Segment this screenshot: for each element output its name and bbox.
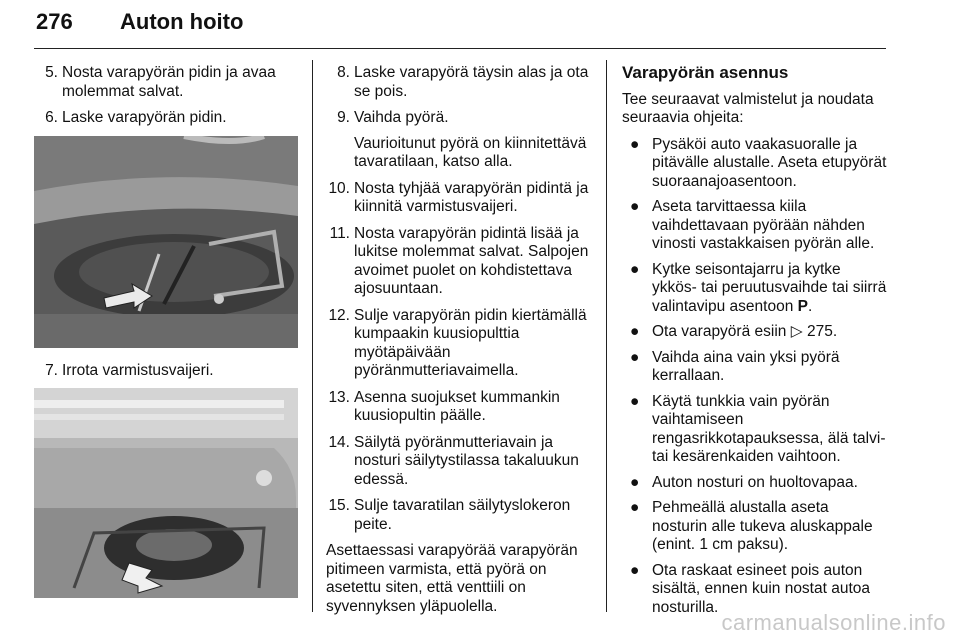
figure-release-cable	[34, 388, 298, 598]
bullet-text: Aseta tarvittaessa kiila vaihdettavaan pyörään nähden vinosti vastakkaisen pyörän alle.	[652, 198, 875, 252]
step-text: Nosta tyhjää varapyörän pidintä ja kiinnitä varmistusvaijeri.	[354, 179, 589, 215]
bullet-item	[622, 198, 888, 254]
bullet-text: Vaihda aina vain yksi pyörä kerrallaan.	[652, 348, 840, 384]
bullet-icon: ●	[630, 323, 640, 340]
header-divider	[34, 48, 886, 49]
step-number: 10.	[328, 179, 350, 197]
step-6	[34, 109, 300, 128]
watermark: carmanualsonline.info	[721, 610, 946, 635]
steps-list-middle	[326, 64, 594, 534]
step-number: 5.	[45, 64, 58, 81]
section-intro: Tee seuraavat valmistelut ja noudata seuraavia ohjeita:	[622, 90, 874, 126]
bullet-text: Ota varapyörä esiin	[652, 323, 787, 340]
spare-wheel-holder-illustration	[34, 136, 298, 348]
column-left	[34, 64, 300, 612]
step-text: Asenna suojukset kummankin kuusiopultin päälle.	[354, 388, 560, 424]
page-header	[34, 6, 886, 46]
release-cable-illustration	[34, 388, 298, 598]
step-9	[326, 109, 594, 172]
bullet-icon: ●	[630, 135, 640, 153]
step-14	[326, 434, 594, 490]
bullet-list	[622, 136, 888, 618]
bullet-item	[622, 474, 888, 493]
step-text: Laske varapyörä täysin alas ja ota se pois.	[354, 64, 589, 100]
step-number: 9.	[337, 109, 350, 126]
bullet-icon: ●	[630, 473, 640, 491]
bullet-icon: ●	[630, 198, 640, 215]
step-text: Laske varapyörän pidin.	[62, 109, 227, 126]
step-7	[34, 362, 300, 381]
bullet-item	[622, 349, 888, 386]
bullet-icon: ●	[630, 392, 640, 410]
step-number: 8.	[337, 64, 350, 81]
step-text: Sulje varapyörän pidin kiertämällä kumpaakin kuusiopulttia myötäpäivään pyöränmutteriavaimella.	[354, 306, 587, 379]
step-number: 11.	[329, 224, 350, 242]
step-12	[326, 307, 594, 381]
step-11	[326, 225, 594, 299]
gear-position-label: P	[797, 297, 808, 315]
step-text: Vaihda pyörä.	[354, 109, 449, 126]
step-text: Sulje tavaratilan säilytyslokeron peite.	[354, 497, 571, 533]
step-number: 13.	[328, 388, 350, 406]
step-text: Säilytä pyöränmutteriavain ja nosturi säilytystilassa takaluukun edessä.	[354, 433, 579, 488]
bullet-text: Pysäköi auto vaakasuoralle ja pitävälle alustalle. Aseta etupyörät suoraanajoasentoon.	[652, 135, 887, 190]
step-5	[34, 64, 300, 101]
step-text: Nosta varapyörän pidin ja avaa molemmat salvat.	[62, 64, 276, 100]
step-number: 15.	[328, 497, 350, 514]
step-13	[326, 389, 594, 426]
bullet-item	[622, 499, 888, 555]
bullet-icon: ●	[630, 561, 640, 579]
step-number: 14.	[328, 433, 350, 451]
bullet-text-end: .	[807, 297, 813, 315]
column-divider-2	[606, 60, 607, 612]
bullet-icon: ●	[630, 348, 640, 366]
step-8	[326, 64, 594, 101]
page-reference-link[interactable]: 275.	[806, 323, 838, 340]
bullet-text: Pehmeällä alustalla aseta nosturin alle tukeva aluskappale (enint. 1 cm paksu).	[652, 499, 873, 553]
step-number: 6.	[45, 109, 58, 126]
bullet-text: Auton nosturi on huoltovapaa.	[652, 473, 858, 491]
bullet-item	[622, 323, 888, 342]
bullet-icon: ●	[630, 499, 640, 516]
column-divider-1	[312, 60, 313, 612]
chapter-title: Auton hoito	[120, 9, 244, 34]
closing-paragraph: Asettaessasi varapyörää varapyörän pitimeen varmista, että pyörä on asetettu siten, että venttiili on syvennyksen yläpuolella.	[326, 542, 578, 615]
steps-list-left-2	[34, 362, 300, 381]
bullet-item	[622, 393, 888, 467]
bullet-text: Käytä tunkkia vain pyörän vaihtamiseen rengasrikkotapauksessa, älä talvi- tai kesärenkaiden vaihtoon.	[652, 392, 886, 465]
column-middle	[326, 64, 594, 624]
page-number: 276	[36, 9, 73, 34]
step-text: Nosta varapyörän pidintä lisää ja lukitse molemmat salvat. Salpojen avoimet puolet on kohdistettava ajosuuntaan.	[354, 224, 589, 297]
step-number: 7.	[45, 361, 58, 379]
bullet-item	[622, 136, 888, 192]
step-number: 12.	[328, 306, 350, 324]
section-title: Varapyörän asennus	[622, 63, 789, 82]
bullet-text: Ota raskaat esineet pois auton sisältä, ennen kuin nostat autoa nosturilla.	[652, 561, 871, 616]
bullet-icon: ●	[630, 260, 640, 278]
bullet-item	[622, 562, 888, 618]
step-15	[326, 497, 594, 534]
bullet-item	[622, 261, 888, 317]
step-note: Vaurioitunut pyörä on kiinnitettävä tavaratilaan, katso alla.	[354, 134, 587, 170]
column-right	[622, 64, 888, 624]
figure-spare-wheel-holder	[34, 136, 298, 348]
step-text: Irrota varmistusvaijeri.	[62, 361, 214, 379]
bullet-text: Kytke seisontajarru ja kytke ykkös- tai peruutusvaihde tai siirrä valintavipu asentoon	[652, 260, 887, 315]
page-reference-icon: ▷	[790, 323, 803, 340]
step-10	[326, 180, 594, 217]
steps-list-left	[34, 64, 300, 128]
